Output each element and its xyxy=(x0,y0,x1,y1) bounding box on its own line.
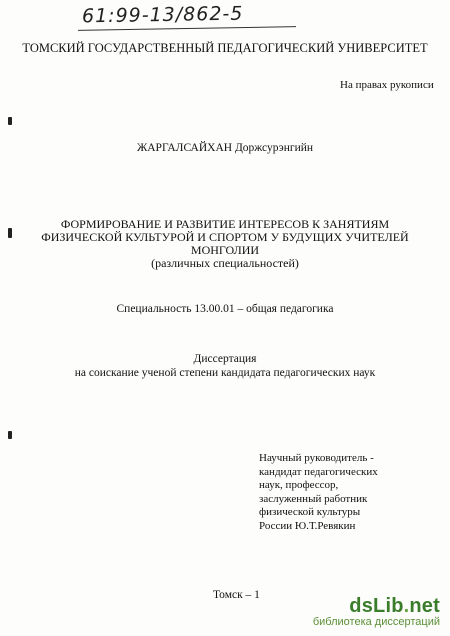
degree-line: на соискание ученой степени кандидата педагогических наук xyxy=(74,367,376,379)
scan-mark xyxy=(8,431,12,439)
title-subtitle: (различных специальностей) xyxy=(151,256,299,270)
city-year: Томск – 1 xyxy=(213,589,260,601)
rights-notice: На правах рукописи xyxy=(340,79,434,91)
logo-dot: . xyxy=(403,595,410,617)
dslib-logo xyxy=(313,595,440,618)
advisor-line-2: кандидат педагогических xyxy=(259,465,378,478)
scan-mark xyxy=(8,117,12,125)
dissertation-title xyxy=(0,218,450,270)
handwritten-registration-number: 61:99-13/862-5 xyxy=(81,2,244,28)
title-line-3: МОНГОЛИИ xyxy=(190,243,260,257)
dissertation-label: Диссертация xyxy=(193,353,257,365)
author-name: ЖАРГАЛСАЙХАН Доржсурэнгийн xyxy=(136,142,314,154)
watermark-subtitle: библиотека диссертаций xyxy=(312,616,440,628)
logo-main: dsLib xyxy=(349,595,404,617)
title-line-1: ФОРМИРОВАНИЕ И РАЗВИТИЕ ИНТЕРЕСОВ К ЗАНЯТИЯМ xyxy=(60,217,390,231)
specialty-line: Специальность 13.00.01 – общая педагогика xyxy=(116,303,334,315)
advisor-line-3: наук, профессор, xyxy=(259,479,339,491)
title-line-2: ФИЗИЧЕСКОЙ КУЛЬТУРОЙ И СПОРТОМ У БУДУЩИХ УЧИТЕЛЕЙ xyxy=(41,230,409,244)
advisor-line-1: Научный руководитель - xyxy=(259,452,374,464)
advisor-line-5: физической культуры xyxy=(259,506,361,518)
advisor-line-6: России Ю.Т.Ревякин xyxy=(259,519,356,532)
scientific-advisor xyxy=(259,452,378,533)
dissertation-degree xyxy=(0,352,450,380)
dslib-watermark[interactable] xyxy=(313,595,440,628)
university-name: ТОМСКИЙ ГОСУДАРСТВЕННЫЙ ПЕДАГОГИЧЕСКИЙ УНИВЕРСИТЕТ xyxy=(22,41,428,55)
logo-tld: net xyxy=(409,595,440,617)
advisor-line-4: заслуженный работник xyxy=(259,492,368,505)
